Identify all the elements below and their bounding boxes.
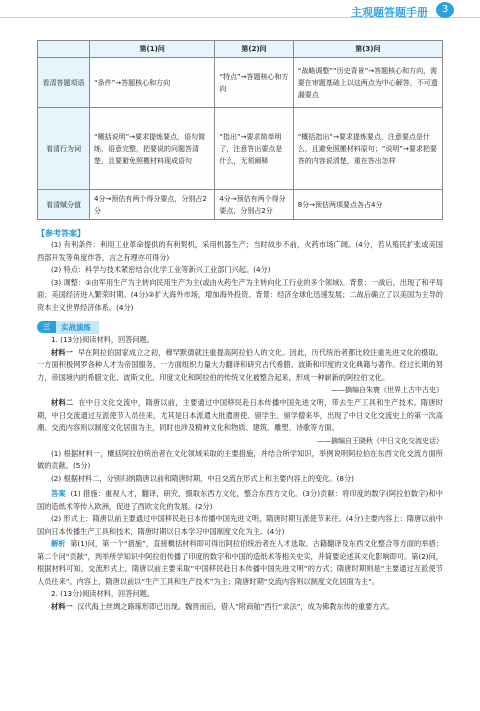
material-paragraph: [37, 347, 443, 385]
material-paragraph: [37, 397, 443, 435]
table-cell: “概括指出”→要求提炼要点，注意要点是什么，且避免照搬材料原句；“说明”→要求把要答的内容说清楚，重在答出怎样: [293, 108, 442, 190]
row-head: 看清赋分值: [38, 190, 90, 220]
sub-question: (1) 根据材料一，概括阿拉伯统治者在文化领域采取的主要措施，并结合所学知识，举例说明阿拉伯在东西文化交流方面所做的贡献。(5分): [37, 448, 443, 470]
table-row: [38, 190, 443, 220]
table-cell: 8分→预估两项要点各占4分: [293, 190, 442, 220]
page-header: [0, 0, 480, 30]
material-label: 材料一: [51, 601, 73, 611]
analysis-paragraph: [37, 538, 443, 588]
table-header-q1: 第(1)问: [90, 41, 215, 58]
page-number-badge: 3: [436, 2, 454, 18]
table-cell: “概括说明”→要求提炼要点，语句简练，语意完整，把要说的问题答清楚，且要避免照搬材料现成语句: [90, 108, 215, 190]
table-header-q2: 第(2)问: [215, 41, 293, 58]
reference-answer-title: 【参考答案】: [37, 229, 85, 238]
analysis-text: 第(1)问，第一个“措施”，直接概括材料即可得出阿拉伯统治者在人才选取、古籍翻译及东西文化整合等方面的举措；第二个问“贡献”，判举所学知识中阿拉伯传播了印度的数字和中国的造纸术等相关史实，并简要论述其文化影响即可。第(2)问，根据材料可知，交流形式上，隋唐以前主要采取“中国移民赴日本传播中国先进文明”的方式；隋唐时期则是“主要通过互派使节人员往来”。内容上，隋唐以前以“生产工具和生产技术”为主；隋唐时期“交流内容则以制度文化居面为主”。: [37, 539, 443, 586]
material-source: ——摘编自朱寰《世界上古中古史》: [331, 386, 443, 394]
material-paragraph: [37, 601, 443, 614]
answer-line: (2) 特点：科学与技术紧密结合(化学工业等新兴工业部门兴起。(4分): [51, 265, 271, 274]
table-row: [38, 58, 443, 108]
section-title: 实战演练: [56, 321, 99, 334]
material-text: 汉代海上丝绸之路琢形即已出现。魏晋而后，借人“附商舶”西行“求法”，成为佛教东传的重要方式。: [77, 601, 394, 611]
section-number-badge: 三: [37, 321, 56, 333]
sub-question: (2) 根据材料二，分别归纳隋唐以前和隋唐时期，中日交流在形式上和主要内容上的变化。(8分): [51, 473, 354, 483]
table-cell: 4分→预估有两个得分要点，分别占2分: [215, 190, 293, 220]
table-corner-cell: [38, 41, 90, 58]
row-head: 看清答题项语: [38, 58, 90, 108]
material-source: ——摘编自王晓秋《中日文化交流史话》: [317, 436, 443, 445]
question-intro: 2. (13分)阅读材料，回答问题。: [51, 589, 154, 598]
answer-paragraph: [37, 488, 443, 513]
answer-guide-table: [37, 40, 443, 220]
table-row: [38, 108, 443, 190]
table-header-row: [38, 41, 443, 58]
answer-label: 答案: [51, 489, 66, 498]
table-header-q3: 第(3)问: [293, 41, 442, 58]
answer-line: (2) 形式上：隋唐以前主要通过中国移民赴日本传播中国先进文明，隋唐时期互派使节来往。(4分)主要内容上：隋唐以前中国向日本传播生产工具和技术，隋唐时期以日本学习中国制度文化为主。(4分): [37, 514, 443, 536]
answer-line: (1) 有利条件：利用工业革命提供的有利契机，采用机器生产；当时故步不前，火药市场广阔。(4分，若从殖民扩张或美国西部开发等角度作答，言之有理亦可得分): [37, 240, 443, 262]
analysis-label: 解析: [51, 539, 66, 548]
table-cell: “特点”→答题核心和方向: [215, 58, 293, 108]
table-cell: “条件”→答题核心和方向: [90, 58, 215, 108]
table-cell: 4分→预估有两个得分要点，分别占2分: [90, 190, 215, 220]
material-text: 早在阿拉伯国家成立之初，穆罕默德就注重提高阿拉伯人的文化。因此，历代统治者都比较注重先进文化的摄取。一方面积极网罗各种人才为帝国服务，一方面组织力量大力翻译和研究古代希腊、波斯和印度的文化典籍与著作。经过长期的努力，帝国境内的希腊文化、波斯文化、印度文化和阿拉伯的传统文化被整合起来，形成一种崭新的阿拉伯文化。: [37, 347, 443, 382]
section-heading: [37, 320, 443, 334]
main-content: [37, 40, 443, 613]
table-cell: “指出”→要求简单明了，注意答出要点是什么，无须阐释: [215, 108, 293, 190]
answer-text: (1) 措施：重视人才，翻译，研究，摄取东西方文化，整合东西方文化。(3分)贡献：将印度的数字(阿拉伯数字)和中国的造纸术等传入欧洲，促进了西欧文化的发展。(2分): [37, 489, 443, 511]
row-head: 看清行为词: [38, 108, 90, 190]
material-label: 材料二: [51, 398, 74, 407]
table-cell: “战略调整”“历史背景”→答题核心和方向，需要在审题基础上以这两点为中心解答，不可遗漏要点: [293, 58, 442, 108]
material-label: 材料一: [51, 347, 73, 357]
material-text: 在中日文化交流中，隋唐以前，主要通过中国移民赴日本传播中国先进文明，带去生产工具和生产技术。隋唐时期，中日交流通过互派使节人员往来，尤其是日本派遣大批遣唐使、留学生、留学僧来华，出现了中日文化交流史上的第一次高潮。交流内容则以制度文化居面为主，同时也涉及精神文化和物质、建筑、雕塑、诗歌等方面。: [37, 398, 443, 432]
header-title: 主观题答题手册: [351, 6, 428, 19]
question-intro: 1. (13分)阅读材料，回答问题。: [51, 335, 154, 344]
answer-line: (3) 调整：①由军用生产为主转向民用生产为主(或由火药生产为主转向化工行业的多个领域)。背景：一战后，出现了和平局面；美国经济进入繁荣时期。(4分)②扩大海外市场，增加海外投资。背景：经济全球化迅速发展；二战后确立了以美国为主导的资本主义世界经济体系。(4分): [37, 277, 443, 312]
